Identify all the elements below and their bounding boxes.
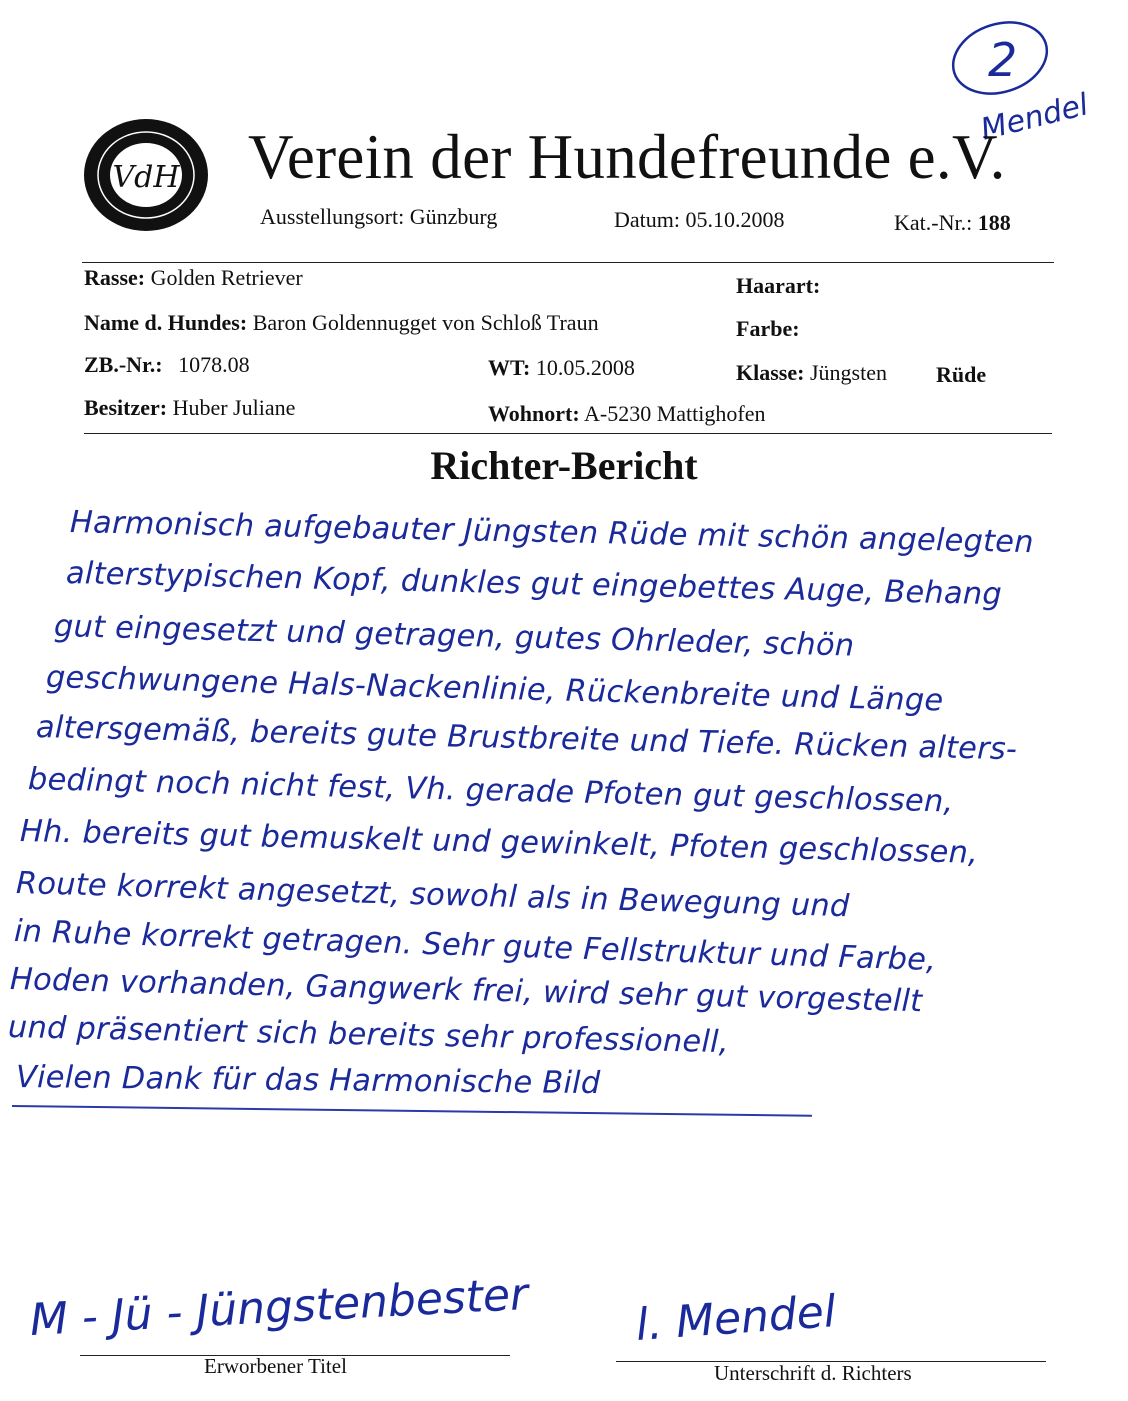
location-label: Ausstellungsort: [260,204,405,229]
report-line: bedingt noch nicht fest, Vh. gerade Pfoten gut geschlossen, [27,762,954,820]
logo-initials: VdH [112,160,180,195]
zb-label: ZB.-Nr.: [84,352,163,377]
class-label: Klasse: [736,360,805,385]
location-value: Günzburg [409,204,498,229]
zb-value: 1078.08 [178,352,250,377]
org-title: Verein der Hundefreunde e.V. [248,122,1006,192]
report-line: in Ruhe korrekt getragen. Sehr gute Fellstruktur und Farbe, [13,914,937,978]
breed-field [84,265,303,291]
report-line: gut eingesetzt und getragen, gutes Ohrleder, schön [53,609,855,664]
report-line: und präsentiert sich bereits sehr professionell, [7,1010,730,1061]
zb-field [84,352,250,378]
fields-rule [84,433,1052,434]
report-line: Harmonisch aufgebauter Jüngsten Rüde mit schön angelegten [69,505,1035,561]
catalog-label: Kat.-Nr.: [894,210,973,235]
dog-name-value: Baron Goldennugget von Schloß Traun [252,310,599,335]
date-label: Datum: [614,207,680,232]
date-value: 05.10.2008 [685,207,785,232]
judge-signature-handwritten: l. Mendel [634,1286,838,1351]
report-line: geschwungene Hals-Nackenlinie, Rückenbreite und Länge [45,660,944,719]
closing-underline [12,1105,812,1117]
owner-field [84,395,295,421]
margin-signature: Mendel [977,87,1092,148]
report-line: Hh. bereits gut bemuskelt und gewinkelt, Pfoten geschlossen, [19,814,979,871]
judge-caption: Unterschrift d. Richters [714,1361,912,1385]
hair-label: Haarart: [736,273,821,298]
wt-label: WT: [488,355,531,380]
report-line: Hoden vorhanden, Gangwerk frei, wird sehr gut vorgestellt [9,962,923,1020]
class-value: Jüngsten [809,360,887,385]
residence-label: Wohnort: [488,401,580,426]
circled-number: 2 [988,33,1018,87]
hair-field [736,273,820,299]
location-field [260,204,497,230]
catalog-field [894,210,1011,236]
title-caption: Erworbener Titel [204,1354,347,1378]
date-field [614,207,785,233]
report-line: altersgemäß, bereits gute Brustbreite und Tiefe. Rücken alters- [35,710,1018,768]
club-logo-seal [82,117,210,233]
report-line: alterstypischen Kopf, dunkles gut eingebettes Auge, Behang [65,556,1003,613]
earned-title-handwritten: M - Jü - Jüngstenbester [28,1268,530,1346]
dog-name-label: Name d. Hundes: [84,310,248,335]
report-line: Vielen Dank für das Harmonische Bild [15,1060,601,1102]
breed-label: Rasse: [84,265,146,290]
residence-value: A-5230 Mattighofen [583,401,766,426]
sex-field [936,362,986,388]
breed-value: Golden Retriever [150,265,303,290]
class-field [736,360,887,386]
dog-name-field [84,310,599,336]
wt-value: 10.05.2008 [535,355,635,380]
owner-value: Huber Juliane [172,395,296,420]
report-line: Route korrekt angesetzt, sowohl als in Bewegung und [15,866,850,925]
report-title: Richter-Bericht [430,443,698,488]
color-field [736,316,800,342]
residence-field [488,401,765,427]
sex-value: Rüde [936,362,987,387]
catalog-value: 188 [977,210,1011,235]
circled-number-annotation [940,14,1052,102]
header-rule [82,262,1054,263]
wt-field [488,355,635,381]
owner-label: Besitzer: [84,395,168,420]
color-label: Farbe: [736,316,800,341]
